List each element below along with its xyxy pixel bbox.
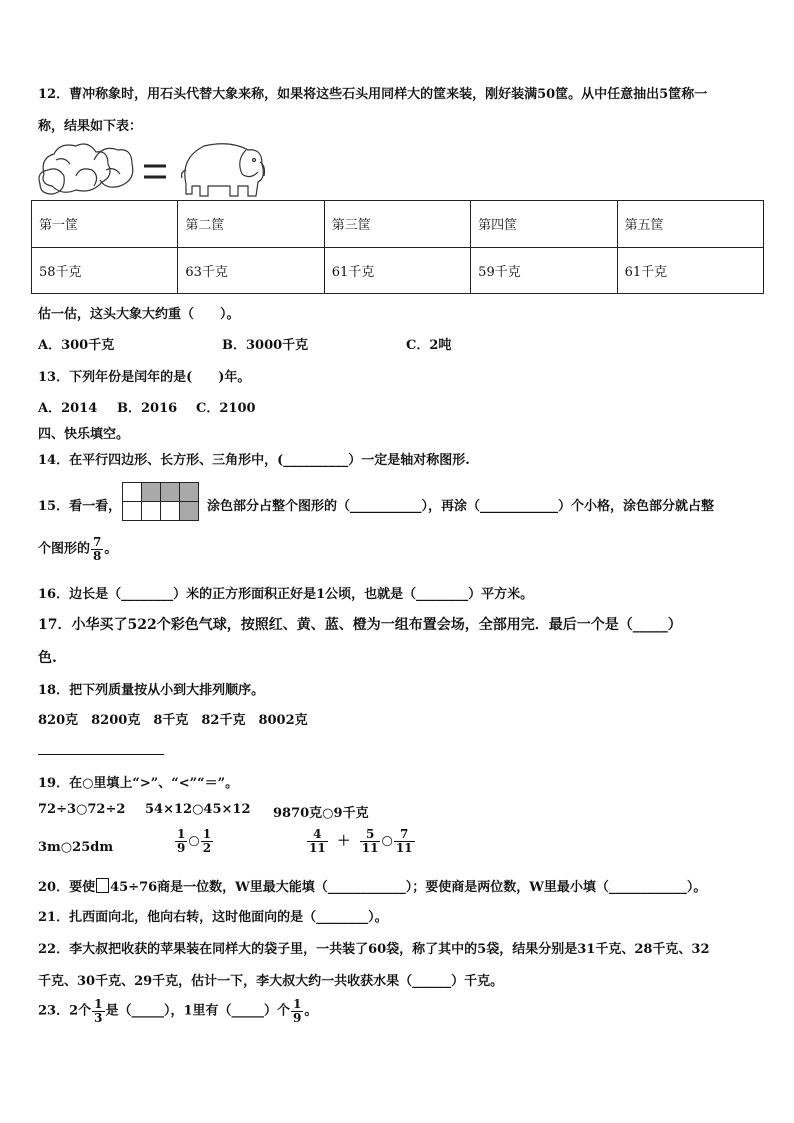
- grid-cell-shaded: [180, 483, 199, 502]
- q19-compare-1: 72÷3○72÷2: [38, 802, 126, 817]
- grid-cell-shaded: [142, 483, 161, 502]
- q13-option-a: A．2014: [38, 401, 98, 416]
- q12-line1: 12．曹冲称象时，用石头代替大象来称，如果将这些石头用同样大的筐来装，刚好装满50筐。从中任意抽出5筐称一: [38, 87, 708, 102]
- table-cell: 61千克: [617, 247, 763, 294]
- q12-option-b: B．3000千克: [222, 338, 309, 353]
- fraction-numerator: 7: [394, 828, 415, 842]
- q12-option-a: A．300千克: [38, 338, 115, 353]
- table-cell: 59千克: [471, 247, 617, 294]
- q22-line1: 22．李大叔把收获的苹果装在同样大的袋子里，一共装了60袋，称了其中的5袋，结果分别是31千克、28千克、32: [38, 942, 710, 957]
- q15-line2: [38, 536, 117, 562]
- q13-option-b: B．2016: [117, 401, 178, 416]
- q20-prefix: 20．要使: [38, 880, 96, 895]
- fraction-1-9: [291, 998, 303, 1024]
- fraction-1-3: [92, 998, 104, 1024]
- fraction-numerator: 1: [94, 997, 103, 1011]
- table-header-cell: 第二筐: [178, 201, 324, 248]
- q18-items: 820克 8200克 8千克 82千克 8002克: [38, 713, 308, 728]
- fraction-4-11: [307, 828, 328, 854]
- table-header-cell: 第三筐: [324, 201, 470, 248]
- fraction-denominator: 11: [361, 840, 379, 855]
- q17-line2: 色.: [38, 650, 57, 666]
- q13-option-c: C．2100: [196, 401, 256, 416]
- q23-part3: 。: [304, 1003, 318, 1019]
- grid-cell: [142, 502, 161, 521]
- q13-text: 13．下列年份是闰年的是( )年。: [38, 370, 251, 385]
- grid-cell-shaded: [180, 502, 199, 521]
- fraction-denominator: 8: [93, 548, 102, 563]
- q19-compare-4: 3m○25dm: [38, 840, 114, 855]
- grid-cell: [123, 502, 142, 521]
- fraction-numerator: 1: [177, 827, 186, 841]
- fraction-numerator: 4: [307, 828, 328, 842]
- q12-question: 估一估，这头大象大约重（ ）。: [38, 307, 240, 322]
- table-header-row: [32, 201, 764, 248]
- q14-text: 14．在平行四边形、长方形、三角形中，(__________）一定是轴对称图形.: [38, 453, 470, 468]
- table-cell: 61千克: [324, 247, 470, 294]
- fraction-7-8: [91, 536, 103, 562]
- fraction-1-9: [175, 828, 187, 854]
- table-header-cell: 第四筐: [471, 201, 617, 248]
- fraction-7-11: [394, 828, 415, 854]
- q15-mid: 涂色部分占整个图形的（___________），再涂（____________）个小格，涂色部分就占整: [207, 499, 715, 514]
- q19-compare-6: [306, 828, 416, 854]
- q19-compare-3: 9870克○9千克: [273, 806, 369, 821]
- fraction-numerator: 1: [202, 827, 212, 841]
- q16-text: 16．边长是（________）米的正方形面积正好是1公顷，也就是（________）平方米。: [38, 587, 534, 602]
- q15-line2-prefix: 个图形的: [38, 541, 91, 557]
- fraction-1-2: [201, 828, 213, 854]
- q23-part2: 是（_____），1里有（_____）个: [105, 1003, 291, 1019]
- q17-line1: 17．小华买了522个彩色气球，按照红、黄、蓝、橙为一组布置会场，全部用完．最后一个是（_____）: [38, 617, 682, 633]
- compare-circle: ○: [188, 833, 200, 849]
- fraction-numerator: 5: [360, 828, 381, 842]
- fraction-denominator: 11: [309, 840, 326, 855]
- table-header-cell: 第五筐: [617, 201, 763, 248]
- fraction-numerator: 7: [93, 535, 102, 549]
- section-title: 四、快乐填空。: [38, 427, 130, 442]
- grid-cell: [161, 502, 180, 521]
- table-header-cell: 第一筐: [32, 201, 178, 248]
- stones-equals-elephant-illustration: [36, 136, 268, 200]
- fraction-denominator: 9: [293, 1010, 302, 1025]
- q23-part1: 23．2个: [38, 1003, 92, 1019]
- elephant-icon: [182, 144, 265, 196]
- q12-option-c: C．2吨: [406, 338, 452, 353]
- compare-circle: ○: [381, 833, 393, 849]
- basket-mass-table: [31, 200, 764, 294]
- plus-sign: ＋: [337, 833, 351, 849]
- q21-text: 21．扎西面向北，他向右转，这时他面向的是（________）。: [38, 910, 388, 925]
- q15-prefix: 15．看一看，: [38, 499, 122, 514]
- answer-line: [38, 754, 164, 755]
- q20-rest: 45÷76商是一位数，W里最大能填（____________）；要使商是两位数，W里最小填（____________）。: [110, 880, 707, 895]
- table-cell: 58千克: [32, 247, 178, 294]
- fraction-5-11: [360, 828, 381, 854]
- q22-line2: 千克、30千克、29千克，估计一下，李大叔大约一共收获水果（______）千克。: [38, 974, 504, 989]
- q19-compare-2: 54×12○45×12: [145, 802, 251, 817]
- blank-box-icon: [96, 878, 109, 893]
- grid-cell-shaded: [161, 483, 180, 502]
- table-row: [32, 247, 764, 294]
- equals-icon: [144, 166, 166, 177]
- q23-text: [38, 998, 317, 1024]
- q12-line2: 称，结果如下表：: [38, 119, 143, 134]
- fraction-denominator: 3: [94, 1010, 103, 1025]
- fraction-numerator: 1: [293, 997, 302, 1011]
- q19-compare-5: [174, 828, 214, 854]
- q18-text: 18．把下列质量按从小到大排列顺序。: [38, 683, 265, 698]
- q15-line2-suffix: 。: [104, 541, 118, 557]
- grid-cell: [123, 483, 142, 502]
- fraction-denominator: 11: [395, 840, 413, 855]
- stones-icon: [39, 144, 133, 194]
- table-cell: 63千克: [178, 247, 324, 294]
- q19-text: 19．在○里填上“>”、“<”“＝”。: [38, 776, 239, 791]
- fraction-denominator: 9: [177, 840, 186, 855]
- q20-text: [38, 876, 706, 895]
- shaded-grid-figure: [122, 482, 199, 521]
- fraction-denominator: 2: [202, 840, 212, 855]
